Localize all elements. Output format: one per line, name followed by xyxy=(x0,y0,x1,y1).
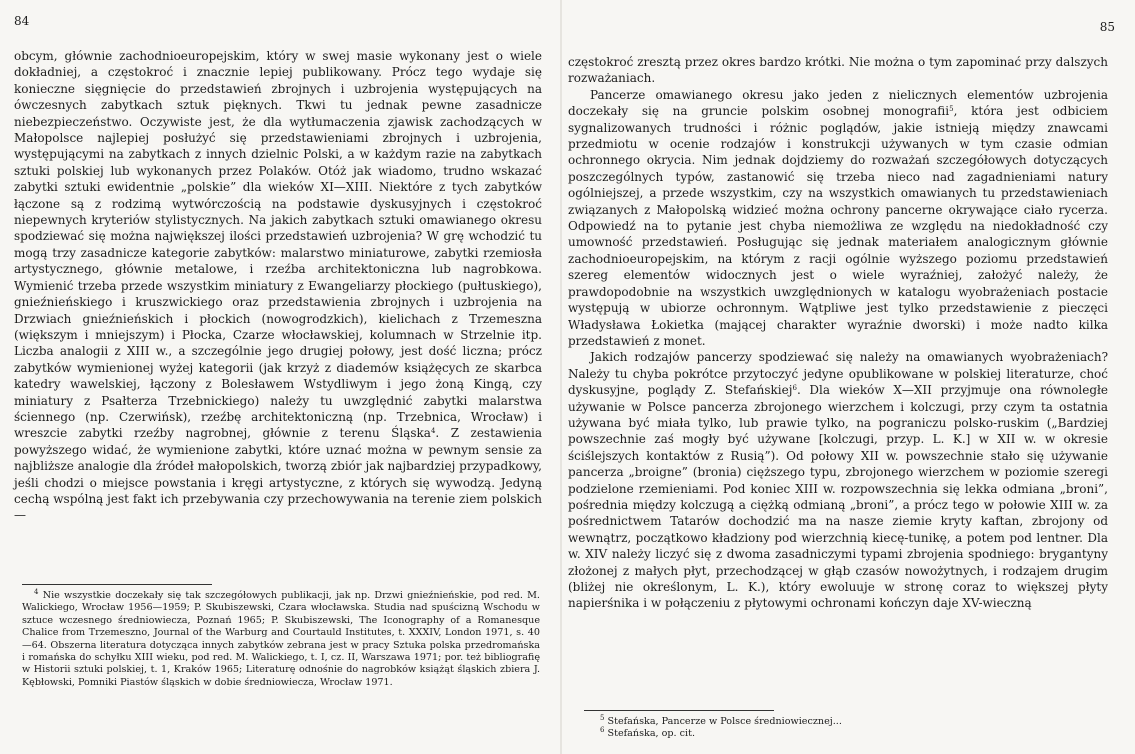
footnote-ref-6: 6 xyxy=(792,384,797,393)
footnote-ref-5: 5 xyxy=(949,105,954,114)
left-footnotes xyxy=(22,590,540,689)
right-paragraph-2 xyxy=(568,87,1108,350)
footnote-5 xyxy=(588,716,1108,728)
footnote-4-text: Nie wszystkie doczekały się tak szczegółowych publikacji, jak np. Drzwi gnieźnieńskie, pod red. M. Walickiego, Wrocław 1956—1959; P. Skubiszewski, Czara włocławska. Studia nad spuścizną Wschodu w sztuce wczesnego średniowiecza, Poznań 1965; P. Skubiszewski, The Iconography of a Romanesque Chalice from Trzemeszno, Journal of the Warburg and Courtauld Institutes, t. XXXIV, London 1971, s. 40—64. Obszerna literatura dotycząca innych zabytków zebrana jest w pracy Sztuka polska przedromańska i romańska do schyłku XIII wieku, pod red. M. Walickiego, t. I, cz. II, Warszawa 1971; por. też bibliografię w Historii sztuki polskiej, t. 1, Kraków 1965; Literaturę odnośnie do nagrobków książąt śląskich zbiera J. Kębłowski, Pomniki Piastów śląskich w dobie średniowiecza, Wrocław 1971. xyxy=(22,590,540,688)
footnote-rule-left xyxy=(22,584,212,585)
right-body-text xyxy=(568,54,1108,612)
page-number-left: 84 xyxy=(14,14,30,28)
footnote-number-6: 6 xyxy=(600,726,605,735)
footnote-6-text: Stefańska, op. cit. xyxy=(607,728,696,740)
left-page xyxy=(0,0,562,754)
footnote-number-5: 5 xyxy=(600,714,605,722)
left-body-text xyxy=(14,48,542,524)
right-paragraph-1: częstokroć zresztą przez okres bardzo krótki. Nie można o tym zapominać przy dalszych rozważaniach. xyxy=(568,55,1108,86)
footnote-ref-4: 4 xyxy=(430,427,436,436)
page-number-right: 85 xyxy=(1099,20,1115,34)
right-page xyxy=(562,0,1135,754)
right-paragraph-3 xyxy=(568,349,1108,612)
right-paragraph-3-b: . Dla wieków X—XII przyjmuje ona równoległe używanie w Polsce pancerza zbrojonego wierzchem i kolczugi, przy czym ta ostatnia używana być miała tylko, lub prawie tylko, na pograniczu polsko-ruskim („Bardziej powszechnie zaś mogły być używane [kolczugi, przyp. L. K.] w XII w. w okresie ściślejszych kontaktów z Rusią”). Od połowy XII w. powszechnie stało się używanie pancerza „broigne” (bronia) cięższego typu, zbrojonego wierzchem w poziomie szeregi podzielone rzemieniami. Pod koniec XIII w. rozpowszechnia się lekka odmiana „broni”, pośrednia między kolczugą a ciężką odmianą „broni”, a prócz tego w połowie XIII w. za pośrednictwem Tatarów dochodzić ma na nasze ziemie kryty kaftan, zbrojony od wewnątrz, początkowo kładziony pod wierzchnią kiecę-tunikę, a potem pod lentner. Dla w. XIV należy liczyć się z dwoma zasadniczymi typami zbrojenia spodniego: brygantyny złożonej z małych płyt, przechodzącej w głąb czasów nowożytnych, i rodzajem drugim (bliżej nie określonym, L. K.), który ewoluuje w stronę coraz to większej płyty napierśnika i w połączeniu z płytowymi ochronami kończyn daje XV-wieczną xyxy=(568,383,1108,611)
footnote-6 xyxy=(588,728,1108,740)
footnote-number-4: 4 xyxy=(34,588,39,596)
left-body-paragraph: obcym, głównie zachodnioeuropejskim, który w swej masie wykonany jest o wiele dokładniej, a częstokroć i znacznie lepiej publikowany. Prócz tego wydaje się konieczne sięgnięcie do przedstawień zbrojnych i uzbrojenia występujących na ówczesnych zabytkach sztuk pięknych. Tkwi tu jednak pewne zasadnicze niebezpieczeństwo. Oczywiste jest, że dla wytłumaczenia zjawisk zachodzących w Małopolsce najlepiej posłużyć się przedstawieniami zbrojnych i uzbrojenia, występującymi na zabytkach z innych dzielnic Polski, a w każdym razie na zabytkach sztuki polskiej lub wykonanych przez Polaków. Otóż jak wiadomo, trudno wskazać zabytki sztuki ewidentnie „polskie” dla wieków XI—XIII. Niektóre z tych zabytków łączone są z rodzimą wytwórczością na podstawie dyskusyjnych i częstokroć niepewnych kryteriów stylistycznych. Na jakich zabytkach sztuki omawianego okresu spodziewać się można największej ilości przedstawień uzbrojenia? W grę wchodzić tu mogą trzy zasadnicze kategorie zabytków: malarstwo miniaturowe, zabytki rzemiosła artystycznego, głównie metalowe, i rzeźba architektoniczna lub nagrobkowa. Wymienić trzeba przede wszystkim miniatury z Ewangeliarzy płockiego (pułtuskiego), gnieźnieńskiego i kruszwickiego oraz przedstawienia zbrojnych i uzbrojenia na Drzwiach gnieźnieńskich i płockich (nowogrodzkich), kielichach z Trzemeszna (większym i mniejszym) i Płocka, Czarze włocławskiej, kolumnach w Strzelnie itp. Liczba analogii z XIII w., a szczególnie jego drugiej połowy, jest dość liczna; prócz zabytków wymienionej wyżej kategorii (jak krzyż z diademów książęcych ze skarbca katedry wawelskiej, łączony z Bolesławem Wstydliwym i jego żoną Kingą, czy miniatury z Psałterza Trzebnickiego) należy tu uwzględnić zabytki malarstwa ściennego (np. Czerwińsk), rzeźbę architektoniczną (np. Trzebnica, Wrocław) i wreszcie zabytki rzeźby nagrobnej, głównie z terenu Śląska xyxy=(14,49,542,441)
right-paragraph-2-a: Pancerze omawianego okresu jako jeden z nielicznych elementów uzbrojenia doczekały się na gruncie polskim osobnej monografii xyxy=(568,87,1108,119)
right-paragraph-3-a: Jakich rodzajów pancerzy spodziewać się należy na omawianych wyobrażeniach? Należy tu chyba pokrótce przytoczyć jedyne opublikowane w polskiej literaturze, choć dyskusyjne, poglądy Z. Stefańskiej xyxy=(568,350,1108,398)
footnote-rule-right xyxy=(584,710,774,711)
footnote-5-text: Stefańska, Pancerze w Polsce średniowiecznej... xyxy=(607,716,842,727)
right-footnotes xyxy=(588,716,1108,741)
left-body-paragraph-end: . Z zestawienia powyższego widać, że wymienione zabytki, które uznać można w pewnym sensie za najbliższe analogie dla źródeł małopolskich, tworzą zbiór jak najbardziej przypadkowy, jeśli chodzi o miejsce powstania i kręgi artystyczne, z których się wywodzą. Jedyną cechą wspólną jest fakt ich przebywania czy przechowywania na terenie ziem polskich — xyxy=(14,426,542,523)
right-paragraph-2-b: , która jest odbiciem sygnalizowanych trudności i różnic poglądów, jakie istnieją między znawcami przedmiotu w ocenie rodzajów i konstrukcji używanych w tym czasie odmian ochronnego okrycia. Nim jednak dojdziemy do rozważań szczegółowych dotyczących poszczególnych typów, zastanowić się trzeba nieco nad zagadnieniami natury ogólniejszej, a przede wszystkim, czy na wszystkich omawianych tu przedstawieniach związanych z Małopolską widzieć można ochrony pancerne okrywające ciało rycerza. Odpowiedź na to pytanie jest chyba niemożliwa ze względu na niedokładność czy umowność przedstawień. Posługując się jednak materiałem analogicznym głównie zachodnioeuropejskim, na którym z racji ogólnie wyższego poziomu przedstawień szereg elementów widocznych jest o wiele wyraźniej, założyć należy, że prawdopodobnie na wszystkich uwzględnionych w katalogu wyobrażeniach postacie występują w ubiorze ochronnym. Wątpliwe jest tylko przedstawienie z pieczęci Władysława Łokietka (mającej charakter wyraźnie dworski) i może nadto kilka przedstawień z monet. xyxy=(568,104,1109,348)
